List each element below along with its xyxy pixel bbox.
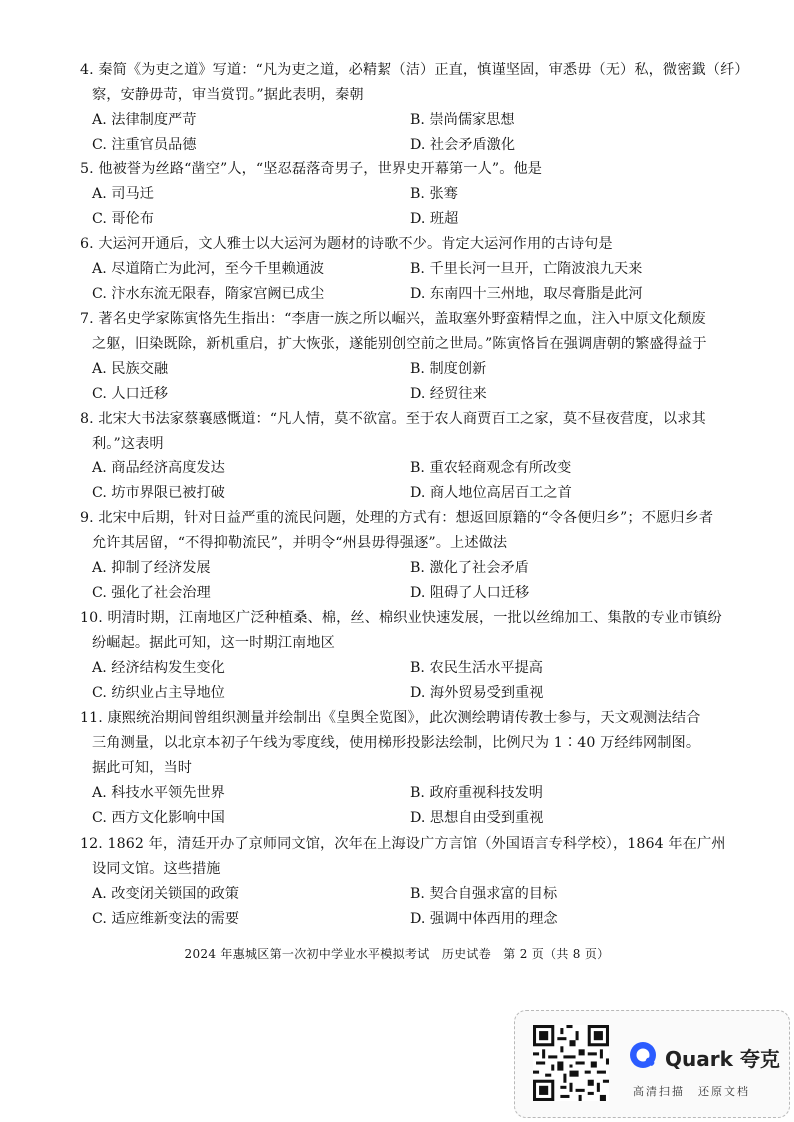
question-10-line-1: 10. 明清时期，江南地区广泛种植桑、棉，丝、棉织业快速发展，一批以丝绵加工、集散的专业市镇纷 (80, 610, 722, 626)
question-4-option-a: A. 法律制度严苛 (92, 112, 197, 128)
question-9-option-a: A. 抑制了经济发展 (92, 560, 211, 576)
question-12-line-1: 12. 1862 年，清廷开办了京师同文馆，次年在上海设广方言馆（外国语言专科学校），1864 年在广州 (80, 836, 726, 852)
question-4-line-2: 察，安静毋苛，审当赏罚。”据此表明，秦朝 (92, 87, 364, 103)
question-7-option-b: B. 制度创新 (410, 361, 487, 377)
question-7-line-2: 之躯，旧染既除，新机重启，扩大恢张，遂能别创空前之世局。”陈寅恪旨在强调唐朝的繁盛得益于 (92, 336, 707, 352)
question-5-option-d: D. 班超 (410, 211, 459, 227)
question-7-line-1: 7. 著名史学家陈寅恪先生指出：“李唐一族之所以崛兴，盖取塞外野蛮精悍之血，注入中原文化颓废 (80, 311, 706, 327)
question-5-option-b: B. 张骞 (410, 186, 458, 202)
question-4-option-b: B. 崇尚儒家思想 (410, 112, 515, 128)
question-8-option-d: D. 商人地位高居百工之首 (410, 485, 572, 501)
question-10-option-a: A. 经济结构发生变化 (92, 660, 225, 676)
quark-brand-text: Quark 夸克 (665, 1047, 780, 1071)
question-5-line-1: 5. 他被誉为丝路“凿空”人，“坚忍磊落奇男子，世界史开幕第一人”。他是 (80, 161, 543, 177)
question-8-line-1: 8. 北宋大书法家蔡襄感慨道：“凡人情，莫不欲富。至于农人商贾百工之家，莫不昼夜营度，以求其 (80, 411, 706, 427)
page-footer: 2024 年惠城区第一次初中学业水平模拟考试 历史试卷 第 2 页（共 8 页） (184, 947, 610, 961)
quark-watermark (514, 1010, 790, 1118)
question-9-line-2: 允许其居留，“不得抑勒流民”，并明令“州县毋得强逐”。上述做法 (92, 535, 508, 551)
question-9-option-d: D. 阻碍了人口迁移 (410, 585, 530, 601)
quark-brand (629, 1039, 779, 1075)
question-5-option-a: A. 司马迁 (92, 186, 154, 202)
question-11-line-2: 三角测量，以北京本初子午线为零度线，使用梯形投影法绘制，比例尺为 1∶40 万经纬网制图。 (92, 735, 701, 751)
question-10-option-d: D. 海外贸易受到重视 (410, 685, 544, 701)
question-9-line-1: 9. 北宋中后期，针对日益严重的流民问题，处理的方式有：想返回原籍的“令各便归乡”；不愿归乡者 (80, 510, 714, 526)
question-10-option-c: C. 纺织业占主导地位 (92, 685, 225, 701)
question-11-option-c: C. 西方文化影响中国 (92, 810, 225, 826)
question-12-line-2: 设同文馆。这些措施 (92, 861, 221, 877)
question-8-line-2: 利。”这表明 (92, 436, 164, 452)
question-8-option-b: B. 重农轻商观念有所改变 (410, 460, 572, 476)
question-6-option-b: B. 千里长河一旦开，亡隋波浪九天来 (410, 261, 643, 277)
question-12-option-c: C. 适应维新变法的需要 (92, 911, 240, 927)
question-4-option-d: D. 社会矛盾激化 (410, 137, 516, 153)
question-4-option-c: C. 注重官员品德 (92, 137, 197, 153)
question-9-option-b: B. 激化了社会矛盾 (410, 560, 529, 576)
qr-code-icon (533, 1025, 609, 1101)
question-6-option-d: D. 东南四十三州地，取尽膏脂是此河 (410, 286, 643, 302)
quark-logo-icon (629, 1041, 659, 1071)
question-6-option-a: A. 尽道隋亡为此河，至今千里赖通波 (92, 261, 325, 277)
question-8-option-a: A. 商品经济高度发达 (92, 460, 225, 476)
question-6-line-1: 6. 大运河开通后，文人雅士以大运河为题材的诗歌不少。肯定大运河作用的古诗句是 (80, 236, 613, 252)
question-10-option-b: B. 农民生活水平提高 (410, 660, 543, 676)
question-11-line-1: 11. 康熙统治期间曾组织测量并绘制出《皇舆全览图》，此次测绘聘请传教士参与，天文观测法结合 (80, 710, 701, 726)
question-8-option-c: C. 坊市界限已被打破 (92, 485, 225, 501)
question-5-option-c: C. 哥伦布 (92, 211, 154, 227)
question-7-option-a: A. 民族交融 (92, 361, 169, 377)
question-11-option-a: A. 科技水平领先世界 (92, 785, 225, 801)
question-10-line-2: 纷崛起。据此可知，这一时期江南地区 (92, 635, 335, 651)
quark-slogan: 高清扫描 还原文档 (633, 1085, 750, 1098)
question-11-option-b: B. 政府重视科技发明 (410, 785, 543, 801)
question-12-option-d: D. 强调中体西用的理念 (410, 911, 558, 927)
question-11-option-d: D. 思想自由受到重视 (410, 810, 544, 826)
question-6-option-c: C. 汴水东流无限春，隋家宫阙已成尘 (92, 286, 325, 302)
question-12-option-b: B. 契合自强求富的目标 (410, 886, 558, 902)
question-7-option-c: C. 人口迁移 (92, 386, 169, 402)
question-9-option-c: C. 强化了社会治理 (92, 585, 211, 601)
question-12-option-a: A. 改变闭关锁国的政策 (92, 886, 239, 902)
question-7-option-d: D. 经贸往来 (410, 386, 487, 402)
question-11-line-3: 据此可知，当时 (92, 760, 193, 776)
question-4-line-1: 4. 秦简《为吏之道》写道：“凡为吏之道，必精絜（洁）正直，慎谨坚固，审悉毋（无）私，微密韱（纤） (80, 62, 749, 78)
